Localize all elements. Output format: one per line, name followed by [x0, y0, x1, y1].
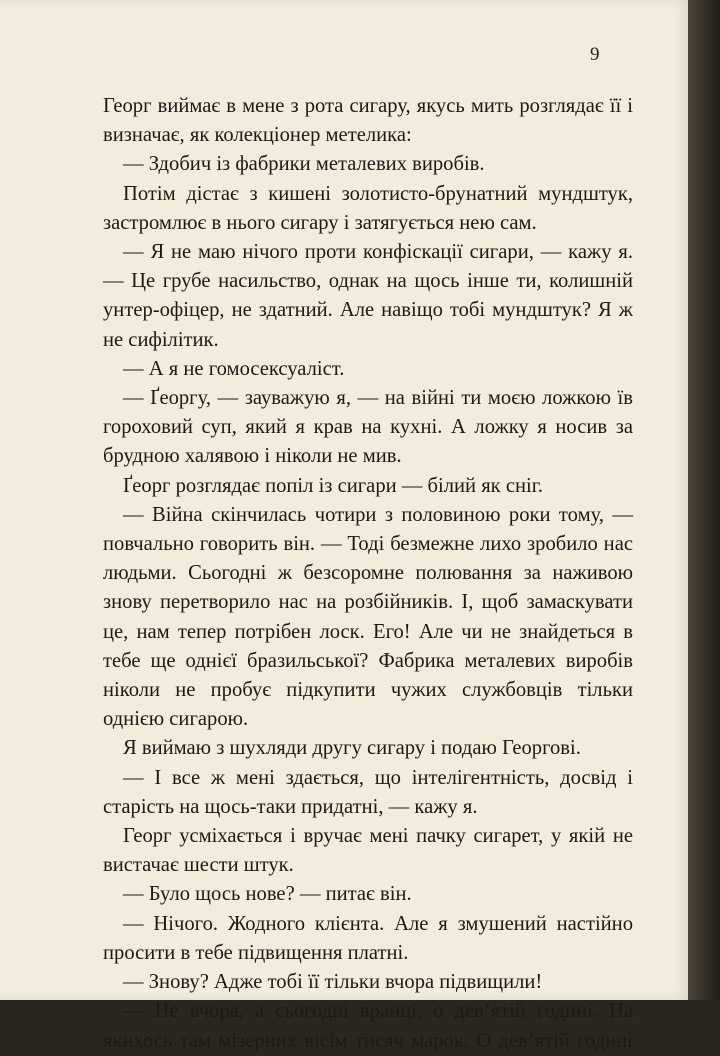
paragraph-6: — Ґеоргу, — зауважую я, — на війні ти моєю ложкою їв гороховий суп, який я крав на кухні. А ложку я носив за брудною халявою і ніколи не мив.: [103, 387, 633, 468]
paragraph-12: — Було щось нове? — питає він.: [123, 883, 412, 906]
paragraph-14: — Знову? Адже тобі її тільки вчора підвищили!: [123, 971, 543, 994]
paragraph-4: — Я не маю нічого проти конфіскації сигари, — кажу я. — Це грубе насильство, однак на щось інше ти, колишній унтер-офіцер, не здатний. Але навіщо тобі мундштук? Я ж не сифілітик.: [103, 241, 633, 351]
paragraph-8: — Війна скінчилась чотири з половиною роки тому, — повчально говорить він. — Тоді безмежне лихо зробило нас людьми. Сьогодні ж безсоромне полювання за наживою знову перетворило нас на розбійників. І, щоб замаскувати це, нам тепер потрібен лоск. Его! Але чи не знайдеться в тебе ще однієї бразильської? Фабрика металевих виробів ніколи не пробує підкупити чужих службовців тільки однією сигарою.: [103, 503, 633, 731]
paragraph-15: — Не вчора, а сьогодні вранці, о дев’ятій годині. На якихось там мізерних вісім тисяч марок. О дев’ятій годині: [103, 1000, 633, 1052]
paragraph-2: — Здобич із фабрики металевих виробів.: [123, 153, 485, 176]
page-edge-shadow: [688, 0, 720, 1000]
paragraph-1: Георг виймає в мене з рота сигару, якусь мить розглядає її і визначає, як колекціонер метелика:: [103, 95, 633, 147]
paragraph-13: — Нічого. Жодного клієнта. Але я змушений настійно просити в тебе підвищення платні.: [103, 912, 633, 964]
paragraph-3: Потім дістає з кишені золотисто-брунатний мундштук, застромлює в нього сигару і затягується нею сам.: [103, 182, 633, 234]
paragraph-5: — А я не гомосексуаліст.: [123, 357, 345, 380]
page-number: 9: [590, 44, 600, 65]
paragraph-10: — І все ж мені здається, що інтелігентність, досвід і старість на щось-таки придатні, — кажу я.: [103, 766, 633, 818]
paragraph-11: Георг усміхається і вручає мені пачку сигарет, у якій не вистачає шести штук.: [103, 825, 633, 877]
paragraph-9: Я виймаю з шухляди другу сигару і подаю Георгові.: [123, 737, 581, 760]
paragraph-7: Ґеорг розглядає попіл із сигари — білий як сніг.: [123, 474, 543, 497]
body-text: [103, 92, 633, 1056]
